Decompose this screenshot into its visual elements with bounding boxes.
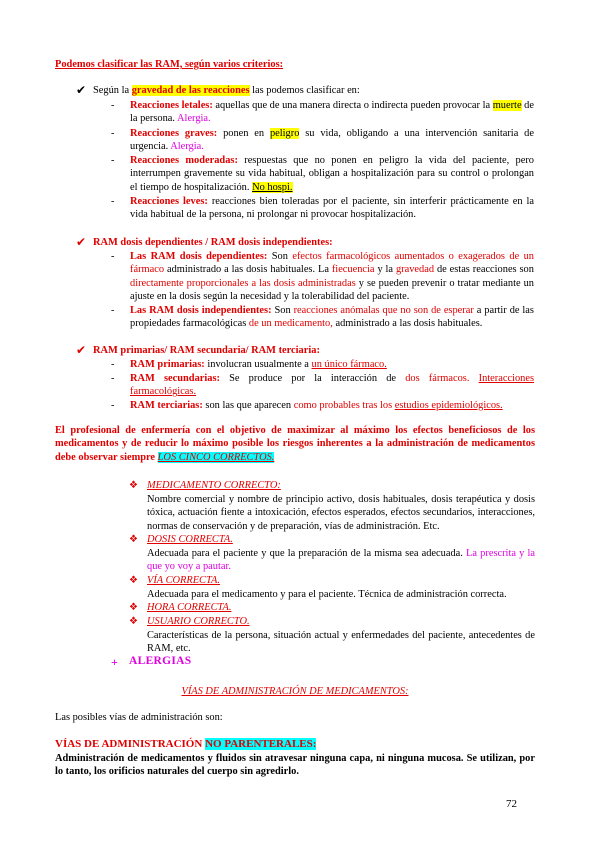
dash-icon: - [111,359,115,370]
check-bullet-icon: ✔ [76,343,87,357]
dash-icon: - [111,373,115,384]
vias-intro: Las posibles vías de administración son: [55,712,223,723]
correcto-usuario-title: USUARIO CORRECTO. [147,616,250,627]
dash-icon: - [111,196,115,207]
diamond-bullet-icon: ❖ [129,575,138,586]
diamond-bullet-icon: ❖ [129,602,138,613]
dash-icon: - [111,128,115,139]
no-parenterales-heading: VÍAS DE ADMINISTRACIÓN NO PARENTERALES: [55,738,317,750]
check-bullet-icon: ✔ [76,235,87,249]
dash-icon: - [111,100,115,111]
dosis-heading: RAM dosis dependientes / RAM dosis independientes: [93,237,333,248]
vias-title: VÍAS DE ADMINISTRACIÓN DE MEDICAMENTOS: [181,686,409,697]
alergias-label: ALERGIAS [129,655,192,667]
item-primarias: RAM primarias: involucran usualmente a un único fármaco. [130,359,387,370]
item-terciarias: RAM terciarias: son las que aparecen como probables tras los estudios epidemiológicos. [130,400,503,411]
dash-icon: - [111,400,115,411]
dash-icon: - [111,155,115,166]
correcto-medicamento-body: Nombre comercial y nombre de principio activo, dosis habituales, dosis terapéutica y dosis tóxica, actuación fiente a intoxicación, efectos esperados, efectos secundarios, interacciones, normas de conservación y de preparación, vías de administración. Etc. [147,494,535,532]
correcto-dosis-body: Adecuada para el paciente y que la preparación de la misma sea adecuada. La prescrita y la que yo voy a pautar. [147,548,535,573]
item-letales: Reacciones letales: aquellas que de una manera directa o indirecta pueden provocar la muerte de la persona. Alergia. [130,100,534,125]
primarias-heading: RAM primarias/ RAM secundaria/ RAM terciaria: [93,345,320,356]
diamond-bullet-icon: ❖ [129,616,138,627]
correcto-via-title: VÍA CORRECTA. [147,575,220,586]
item-leves: Reacciones leves: reacciones bien toleradas por el paciente, sin interferir prácticamente en la vida habitual de la persona, ni prolongar ni provocar hospitalización. [130,196,534,221]
gravedad-lead: Según la gravedad de las reacciones las podemos clasificar en: [93,85,360,96]
plus-icon: + [111,655,118,669]
dash-icon: - [111,251,115,262]
diamond-bullet-icon: ❖ [129,534,138,545]
item-secundarias: RAM secundarias: Se produce por la interacción de dos fármacos. Interacciones farmacológicas. [130,373,534,398]
item-dosis-independientes: Las RAM dosis independientes: Son reacciones anómalas que no son de esperar a partir de las propiedades farmacológicas de un medicamento, administrado a las dosis habituales. [130,305,534,330]
profesional-paragraph: El profesional de enfermería con el objetivo de maximizar al máximo los efectos beneficiosos de los medicamentos y de reducir lo máximo posible los riesgos inherentes a la administración de medicamentos debe observar siempre LOS CINCO CORRECTOS. [55,425,535,463]
intro-heading: Podemos clasificar las RAM, según varios criterios: [55,59,284,70]
dash-icon: - [111,305,115,316]
check-bullet-icon: ✔ [76,83,87,97]
correcto-hora-title: HORA CORRECTA. [147,602,232,613]
correcto-dosis-title: DOSIS CORRECTA. [147,534,233,545]
item-dosis-dependientes: Las RAM dosis dependientes: Son efectos farmacológicos aumentados o exagerados de un fármaco administrado a las dosis habituales. La fiecuencia y la gravedad de estas reacciones son directamente proporcionales a las dosis administradas y se pueden prevenir o tratar mediante un ajuste en la dosis según la necesidad y la tolerabilidad del paciente. [130,251,534,303]
correcto-via-body: Adecuada para el medicamento y para el paciente. Técnica de administración correcta. [147,589,507,600]
correcto-medicamento-title: MEDICAMENTO CORRECTO: [147,480,281,491]
page-number: 72 [506,798,517,810]
item-graves: Reacciones graves: ponen en peligro su vida, obligando a una intervención sanitaria de urgencia. Alergia. [130,128,534,153]
no-parenterales-text: Administración de medicamentos y fluidos sin atravesar ninguna capa, ni ninguna mucosa. Se utilizan, por lo tanto, los orificios naturales del cuerpo sin agredirlo. [55,753,535,778]
item-moderadas: Reacciones moderadas: respuestas que no ponen en peligro la vida del paciente, pero interrumpen gravemente su vida habitual, obligan a hospitalización para su control o prolongan el tiempo de hospitalización. No hospi. [130,155,534,193]
correcto-usuario-body: Características de la persona, situación actual y enfermedades del paciente, antecedentes de RAM, etc. [147,630,535,655]
diamond-bullet-icon: ❖ [129,480,138,491]
